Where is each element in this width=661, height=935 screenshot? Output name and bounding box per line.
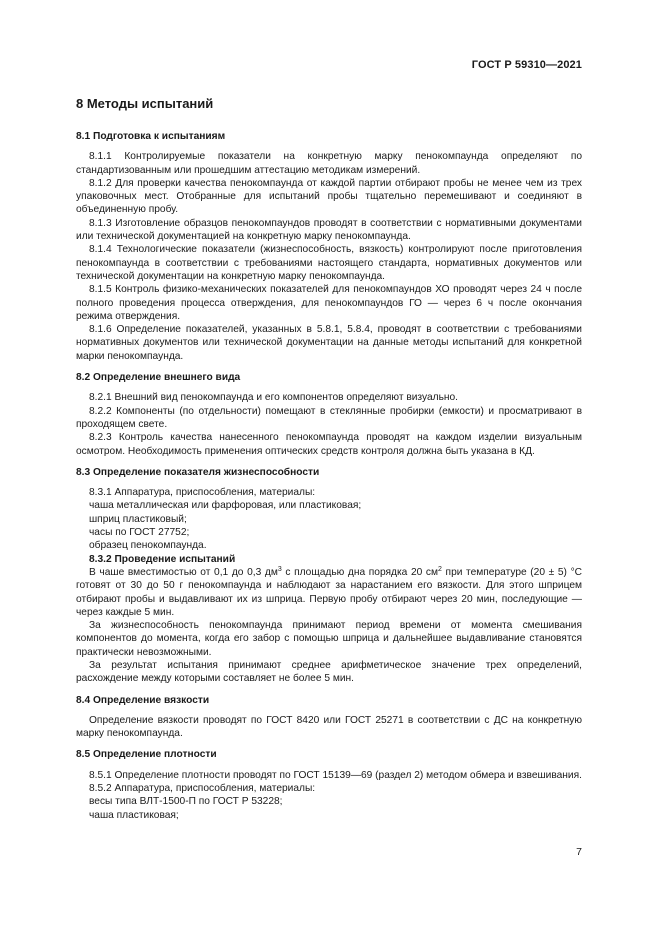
list-item: чаша пластиковая; [89,809,179,821]
paragraph-8-1-6: 8.1.6 Определение показателей, указанных в 5.8.1, 5.8.4, проводят в соответствии с требованиями нормативных документов или технической документации на данные методы испытаний для конкретной марки пенокомпаунда. [76,324,582,362]
list-item: образец пенокомпаунда. [89,540,207,552]
document-code: ГОСТ Р 59310—2021 [471,59,582,71]
paragraph-8-1-5: 8.1.5 Контроль физико-механических показателей для пенокомпаундов ХО проводят через 24 ч после полного проведения процесса отверждения, для пенокомпаундов ГО — через 6 ч после окончания режима отверждения. [76,284,582,322]
paragraph-8-1-4: 8.1.4 Технологические показатели (жизнеспособность, вязкость) контролируют после приготовления пенокомпаунда в соответствии с требованиями настоящего стандарта, нормативных документов или технической документации на конкретную марку пенокомпаунда. [76,244,582,282]
paragraph-8-2-1: 8.2.1 Внешний вид пенокомпаунда и его компонентов определяют визуально. [89,392,458,404]
paragraph-8-1-2: 8.1.2 Для проверки качества пенокомпаунда от каждой партии отбирают пробы не менее чем из трех упаковочных мест. Отобранные для испытаний пробы тщательно перемешивают и соединяют в объединенную пробу. [76,177,582,216]
subsection-title-8-2: 8.2 Определение внешнего вида [76,372,241,384]
subsection-title-8-5: 8.5 Определение плотности [76,749,217,761]
paragraph-8-2-3: 8.2.3 Контроль качества нанесенного пенокомпаунда проводят на каждом изделии визуальным осмотром. Необходимость применения оптических средств контроля должна быть указана в КД. [76,432,582,457]
paragraph-8-3-3: За жизнеспособность пенокомпаунда принимают период времени от момента смешивания компонентов до момента, когда его забор с помощью шприца и дальнейшее выдавливание становятся практически невозможными. [76,620,582,658]
paragraph-8-5-1: 8.5.1 Определение плотности проводят по ГОСТ 15139—69 (раздел 2) методом обмера и взвешивания. [89,769,582,781]
paragraph-8-2-2: 8.2.2 Компоненты (по отдельности) помещают в стеклянные пробирки (емкости) и просматривают в проходящем свете. [76,405,582,430]
page-content [76,96,582,822]
paragraph-8-3-2-part: при температуре (20 ± 5) °С готовят от 30 до 50 г пенокомпаунда и наблюдают за нарастанием его вязкости. Для этого шприцем отбирают пробы и выдавливают их из шприца. Первую пробу отбирают через 20 мин, последующие — через каждые 5 мин. [76,566,582,618]
list-item: шприц пластиковый; [89,513,187,525]
paragraph-8-1-3: 8.1.3 Изготовление образцов пенокомпаундов проводят в соответствии с нормативными документами или технической документацией на конкретную марку пенокомпаунда. [76,217,582,243]
clause-title-8-3-2: 8.3.2 Проведение испытаний [89,553,236,565]
superscript-cube: 3 [277,565,282,573]
list-item: чаша металлическая или фарфоровая, или пластиковая; [89,500,362,512]
subsection-title-8-4: 8.4 Определение вязкости [76,694,210,706]
paragraph-8-3-2 [76,566,582,619]
paragraph-8-3-2-part: с площадью дна порядка 20 см [281,566,439,578]
paragraph-8-1-1: 8.1.1 Контролируемые показатели на конкретную марку пенокомпаунда определяют по стандартизованным или прошедшим аттестацию методикам измерений. [76,151,582,176]
subsection-title-8-1: 8.1 Подготовка к испытаниям [76,131,226,142]
paragraph-8-3-4: За результат испытания принимают среднее арифметическое значение трех определений, расхождение между которыми составляет не более 5 мин. [76,659,582,685]
page-number: 7 [576,846,582,858]
superscript-square: 2 [438,565,442,573]
paragraph-8-5-2: 8.5.2 Аппаратура, приспособления, материалы: [89,783,316,795]
section-title: 8 Методы испытаний [76,96,214,111]
list-item: весы типа ВЛТ-1500-П по ГОСТ Р 53228; [89,796,283,808]
list-item: часы по ГОСТ 27752; [89,527,190,539]
paragraph-8-3-1: 8.3.1 Аппаратура, приспособления, материалы: [89,487,316,499]
paragraph-8-4: Определение вязкости проводят по ГОСТ 8420 или ГОСТ 25271 в соответствии с ДС на конкретную марку пенокомпаунда. [76,714,582,740]
paragraph-8-3-2-part: В чаше вместимостью от 0,1 до 0,3 дм [89,566,278,578]
subsection-title-8-3: 8.3 Определение показателя жизнеспособности [76,466,320,478]
